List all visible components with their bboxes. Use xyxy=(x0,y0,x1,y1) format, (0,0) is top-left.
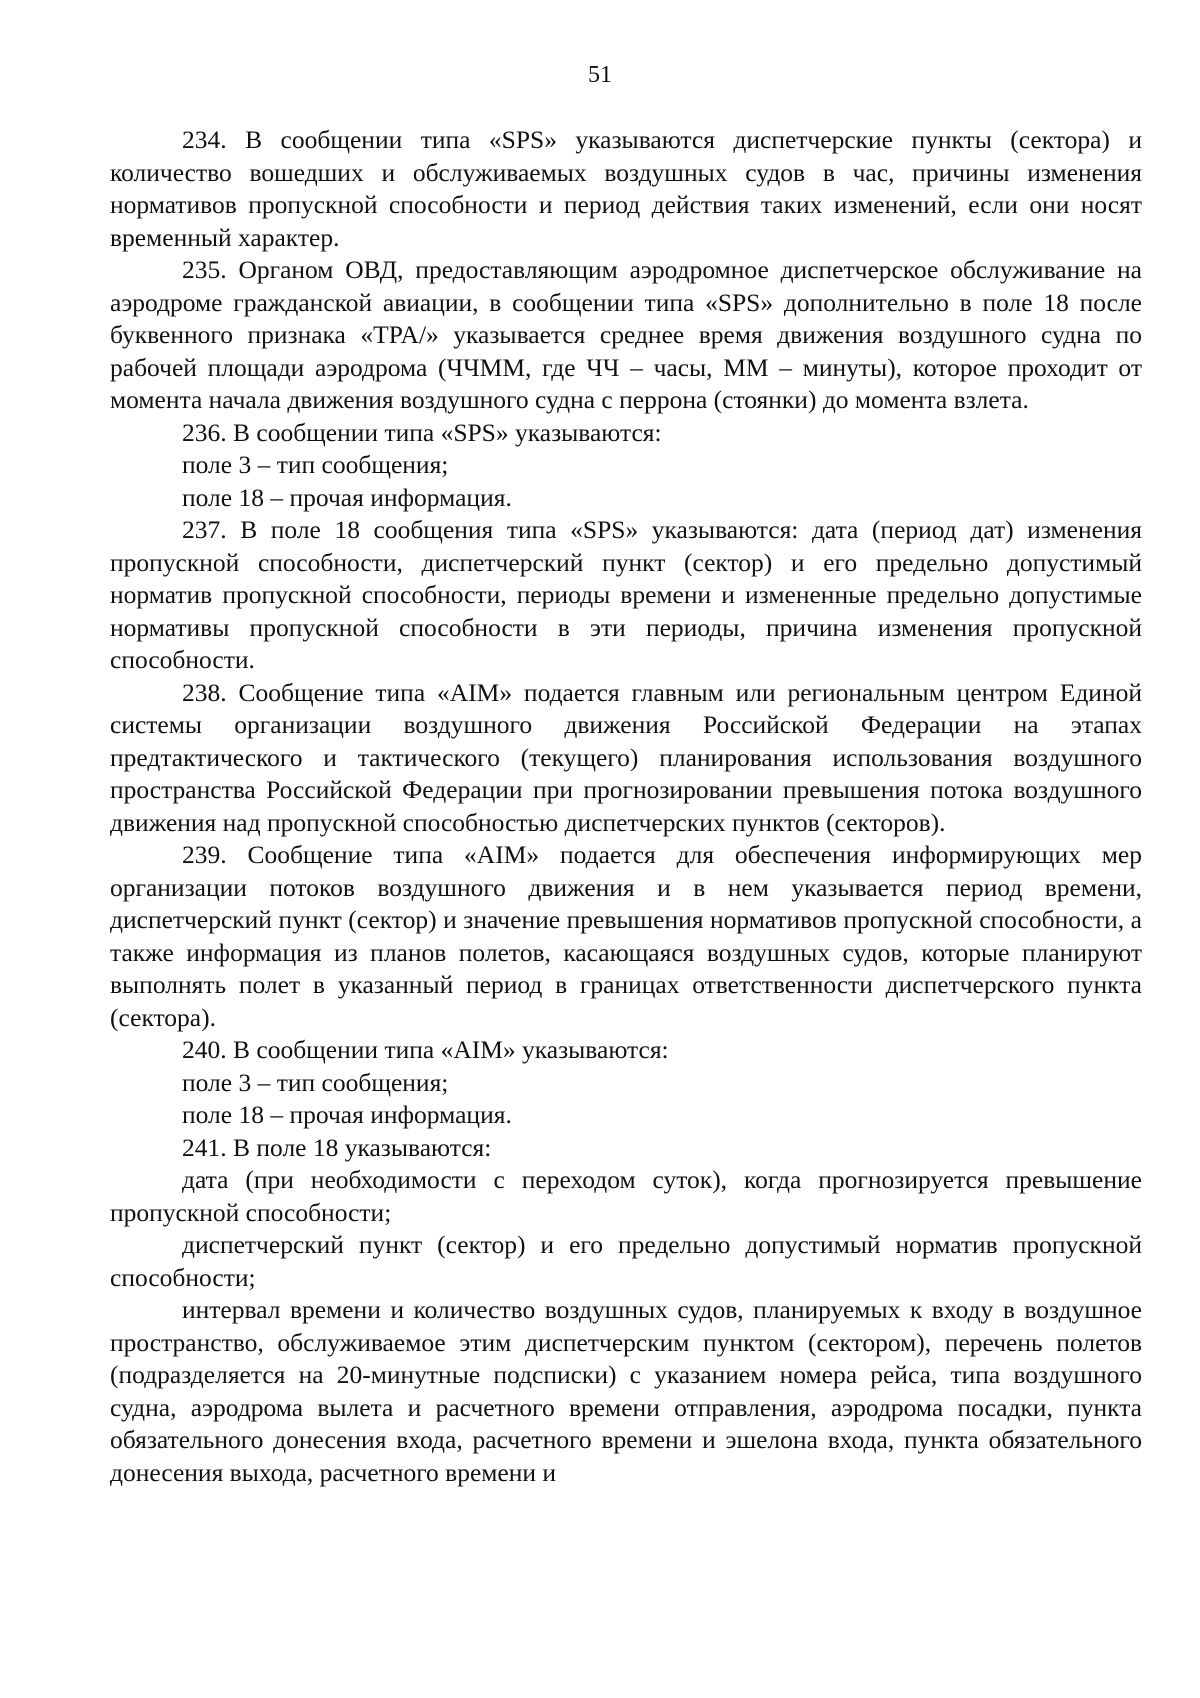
list-item-field-3: поле 3 – тип сообщения; xyxy=(182,450,449,479)
list-item-date: дата (при необходимости с переходом суток), когда прогнозируется превышение пропускной способности; xyxy=(110,1165,1142,1227)
paragraph-241: 241. В поле 18 указываются: xyxy=(182,1132,492,1162)
paragraph-238: 238. Сообщение типа «AIM» подается главным или региональным центром Единой системы организации воздушного движения Российской Федерации на этапах предтактического и тактического (текущего) планирования использования воздушного пространства Российской Федерации при прогнозировании превышения потока воздушного движения над пропускной способностью диспетчерских пунктов (секторов). xyxy=(110,677,1142,837)
page-number: 51 xyxy=(588,62,612,88)
paragraph-234: 234. В сообщении типа «SPS» указываются диспетчерские пункты (сектора) и количество вошедших и обслуживаемых воздушных судов в час, причины изменения нормативов пропускной способности и период действия таких изменений, если они носят временный характер. xyxy=(110,125,1142,252)
paragraph-240: 240. В сообщении типа «AIM» указываются: xyxy=(182,1035,669,1064)
list-item-field-3: поле 3 – тип сообщения; xyxy=(182,1067,449,1097)
list-item-field-18: поле 18 – прочая информация. xyxy=(182,482,512,512)
paragraph-236: 236. В сообщении типа «SPS» указываются: xyxy=(182,417,662,447)
list-item-field-18: поле 18 – прочая информация. xyxy=(182,1100,512,1129)
list-item-sector: диспетчерский пункт (сектор) и его предельно допустимый норматив пропускной способности; xyxy=(110,1230,1142,1292)
document-body xyxy=(110,124,1142,1489)
paragraph-235: 235. Органом ОВД, предоставляющим аэродромное диспетчерское обслуживание на аэродроме гражданской авиации, в сообщении типа «SPS» дополнительно в поле 18 после буквенного признака «TPA/» указывается среднее время движения воздушного судна по рабочей площади аэродрома (ЧЧММ, где ЧЧ – часы, ММ – минуты), которое проходит от момента начала движения воздушного судна с перрона (стоянки) до момента взлета. xyxy=(110,255,1142,414)
paragraph-237: 237. В поле 18 сообщения типа «SPS» указываются: дата (период дат) изменения пропускной способности, диспетчерский пункт (сектор) и его предельно допустимый норматив пропускной способности, периоды времени и измененные предельно допустимые нормативы пропускной способности в эти периоды, причина изменения пропускной способности. xyxy=(110,515,1142,674)
paragraph-239: 239. Сообщение типа «AIM» подается для обеспечения информирующих мер организации потоков воздушного движения и в нем указывается период времени, диспетчерский пункт (сектор) и значение превышения нормативов пропускной способности, а также информация из планов полетов, касающаяся воздушных судов, которые планируют выполнять полет в указанный период в границах ответственности диспетчерского пункта (сектора). xyxy=(110,840,1142,1032)
list-item-interval: интервал времени и количество воздушных судов, планируемых к входу в воздушное пространство, обслуживаемое этим диспетчерским пунктом (сектором), перечень полетов (подразделяется на 20-минутные подсписки) с указанием номера рейса, типа воздушного судна, аэродрома вылета и расчетного времени отправления, аэродрома посадки, пункта обязательного донесения входа, расчетного времени и эшелона входа, пункта обязательного донесения выхода, расчетного времени и xyxy=(110,1295,1142,1487)
